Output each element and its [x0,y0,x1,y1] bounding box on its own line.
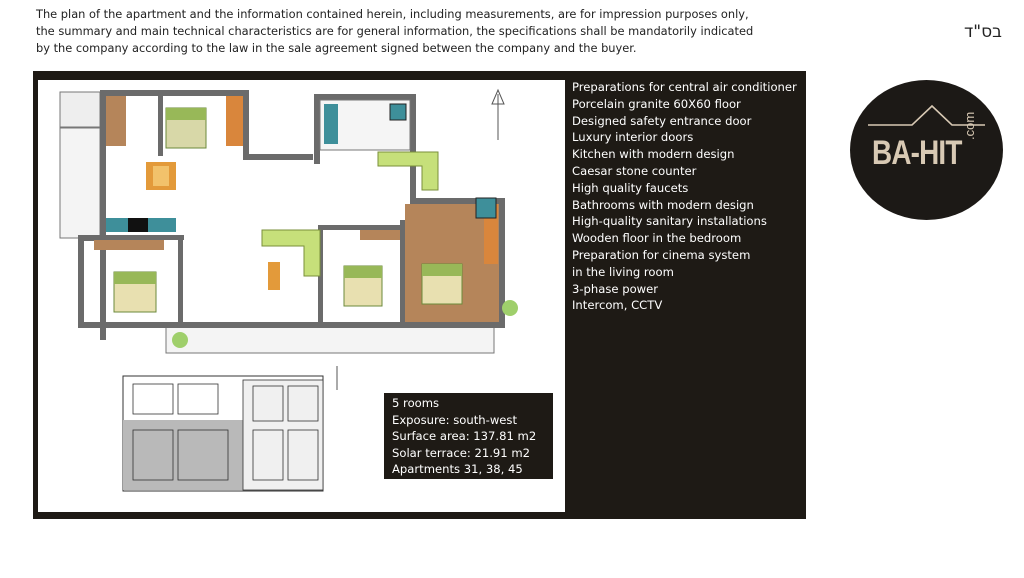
feature-item: Preparation for cinema system [572,247,751,262]
apartment-info-box [384,393,553,479]
corner-mark: בס"ד [964,22,1002,42]
disclaimer-line: The plan of the apartment and the information contained herein, including measurements, are for impression purposes only, [36,7,749,21]
apartment-panel [33,71,806,519]
floor-plan [38,80,565,512]
feature-item: High-quality sanitary installations [572,214,767,229]
disclaimer-line: by the company according to the law in the sale agreement signed between the company and the buyer. [36,41,637,55]
feature-item: Designed safety entrance door [572,113,752,128]
logo-name: BA-HIT [872,134,962,172]
info-apartments: Apartments 31, 38, 45 [392,462,523,476]
info-rooms: 5 rooms [392,396,440,410]
feature-item: High quality faucets [572,180,689,195]
feature-item: Wooden floor in the bedroom [572,231,742,246]
feature-item: Intercom, CCTV [572,298,663,313]
info-solar-terrace: Solar terrace: 21.91 m2 [392,445,530,460]
feature-item: in the living room [572,264,674,279]
feature-item: Bathrooms with modern design [572,197,754,212]
disclaimer-line: the summary and main technical characteristics are for general information, the specifications shall be mandatorily indicated [36,24,754,38]
feature-item: Luxury interior doors [572,130,694,145]
info-surface-area: Surface area: 137.81 m2 [392,429,537,443]
disclaimer-text [36,6,754,57]
company-logo[interactable] [850,80,1003,220]
feature-item: Porcelain granite 60X60 floor [572,96,741,111]
info-exposure: Exposure: south-west [392,412,518,427]
feature-item: Kitchen with modern design [572,147,735,162]
logo-domain: .com [962,111,977,140]
feature-item: Caesar stone counter [572,163,697,178]
features-list [572,79,802,314]
feature-item: Preparations for central air conditioner [572,80,797,94]
feature-item: 3-phase power [572,281,659,296]
